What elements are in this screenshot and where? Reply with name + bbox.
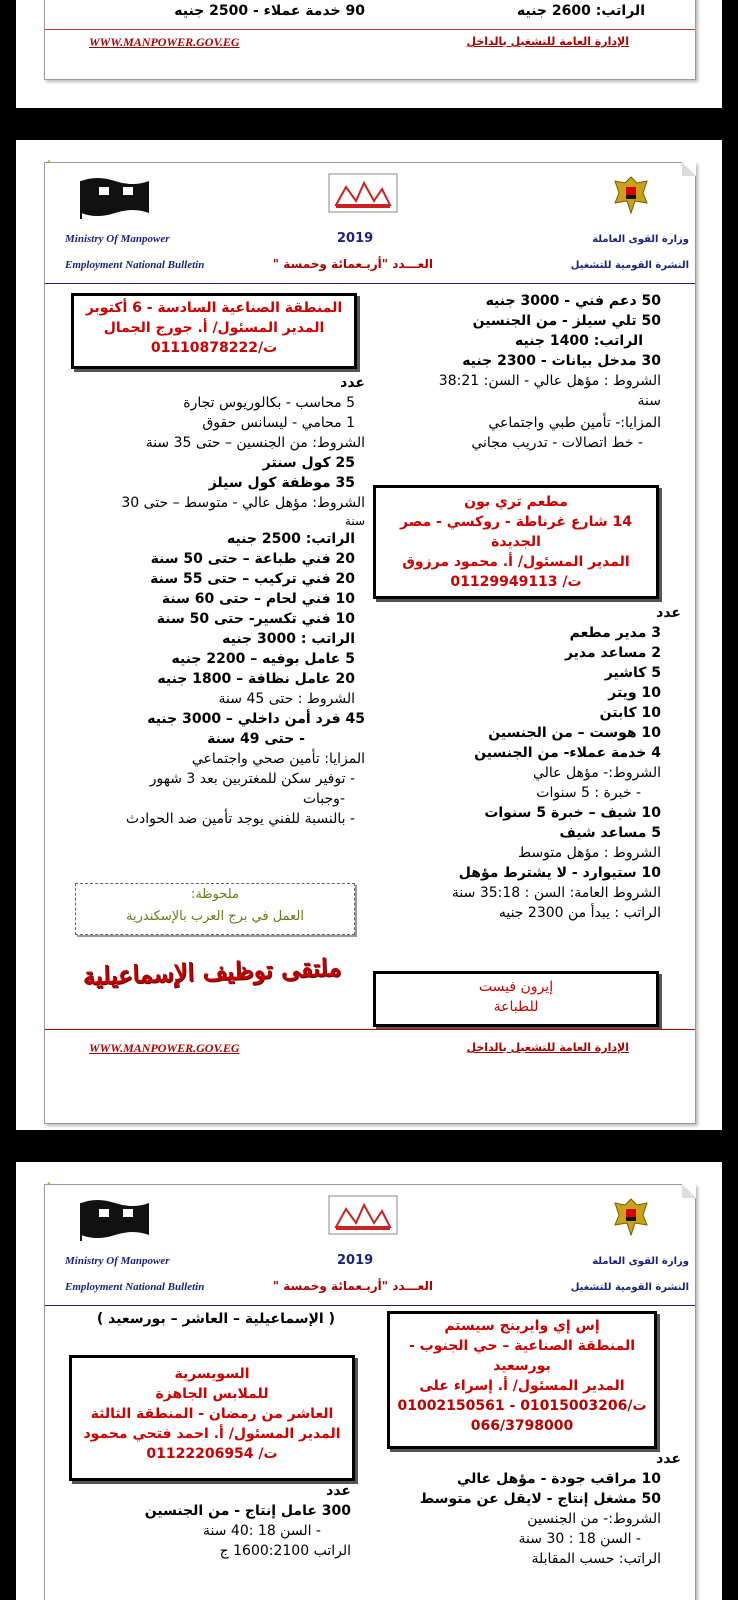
list-item: 5 كاشير bbox=[604, 665, 661, 681]
company-phone[interactable]: ت/01110878222 bbox=[150, 340, 278, 356]
company-box-se-wiring bbox=[387, 1311, 657, 1449]
list-item: الشروط: مؤهل عالي - متوسط – حتى 30 bbox=[121, 495, 365, 511]
list-item: - خط اتصالات - تدريب مجاني bbox=[471, 435, 643, 451]
region-heading: ( الإسماعيلية – العاشر – بورسعيد ) bbox=[96, 1311, 335, 1327]
company-phone[interactable]: ت/ 01122206954 bbox=[146, 1446, 278, 1462]
issue-number: العـــدد "أربـعمائة وخمسة " bbox=[272, 257, 433, 271]
company-box-6-october bbox=[71, 293, 357, 369]
footer-dept: الإدارة العامة للتشغيل بالداخل bbox=[466, 35, 629, 48]
list-item: - حتى 49 سنة bbox=[207, 731, 305, 747]
list-item: - بالنسبة للفني يوجد تأمين ضد الحوادث bbox=[125, 811, 355, 827]
footer-url[interactable]: WWW.MANPOWER.GOV.EG bbox=[89, 35, 240, 49]
list-item: الشروط:- من الجنسين bbox=[527, 1511, 661, 1527]
right-column-bottom bbox=[391, 603, 681, 923]
list-item: 4 خدمة عملاء- من الجنسين bbox=[474, 745, 661, 761]
company-name: إيرون فيست bbox=[478, 979, 554, 995]
ismailia-banner: ملتقى توظيف الإسماعيلية bbox=[82, 952, 342, 991]
company-address: 14 شارع غرناطة - روكسي - مصر bbox=[400, 514, 632, 530]
list-item: 30 مدخل بيانات - 2300 جنيه bbox=[462, 353, 661, 369]
list-item: 25 كول سنتر bbox=[262, 455, 355, 471]
list-item: 300 عامل إنتاج - من الجنسين bbox=[144, 1503, 351, 1519]
eagle-emblem-icon bbox=[611, 173, 651, 217]
list-item: المزايا: تأمين صحي واجتماعي bbox=[191, 751, 365, 767]
count-header: عدد bbox=[656, 605, 681, 621]
list-item: 35 موظفة كول سيلز bbox=[208, 475, 355, 491]
count-header: عدد bbox=[340, 375, 365, 391]
bulletin-ar: النشرة القومية للتشغيل bbox=[570, 1282, 689, 1293]
list-item: 20 فني تركيب – حتى 55 سنة bbox=[150, 571, 355, 587]
list-item: 50 تلي سيلز - من الجنسين bbox=[472, 313, 661, 329]
list-item: 3 مدير مطعم bbox=[569, 625, 661, 641]
company-manager: المدير المسئول/ أ. إسراء على bbox=[419, 1378, 625, 1394]
list-item: 10 فني لحام – حتى 60 سنة bbox=[161, 591, 355, 607]
list-item: 50 دعم فني - 3000 جنيه bbox=[485, 293, 661, 309]
list-item: 10 شيف – خبرة 5 سنوات bbox=[484, 805, 661, 821]
ministry-en: Ministry Of Manpower bbox=[65, 233, 170, 245]
note-title: ملحوظة: bbox=[190, 887, 240, 902]
company-name: مطعم تري بون bbox=[464, 494, 568, 510]
company-manager: المدير المسئول/ أ. جورج الجمال bbox=[103, 320, 325, 336]
bulletin-en: Employment National Bulletin bbox=[65, 259, 205, 271]
list-item: 10 ستيوارد - لا يشترط مؤهل bbox=[458, 865, 661, 881]
list-item: المزايا:- تأمين طبي واجتماعي bbox=[488, 415, 661, 431]
list-item: الراتب 1600:2100 ج bbox=[219, 1543, 351, 1559]
bulletin-en: Employment National Bulletin bbox=[65, 1281, 205, 1293]
page-2 bbox=[16, 140, 722, 1130]
company-activity: للطباعة bbox=[493, 999, 539, 1015]
list-item: 10 ويتر bbox=[608, 685, 661, 701]
list-item: الراتب : 3000 جنيه bbox=[222, 631, 355, 647]
year: 2019 bbox=[337, 231, 374, 246]
list-item: 5 مساعد شيف bbox=[559, 825, 661, 841]
list-item: 45 فرد أمن داخلي – 3000 جنيه bbox=[147, 711, 365, 727]
issue-number: العـــدد "أربـعمائة وخمسة " bbox=[272, 1279, 433, 1293]
list-item: 20 فني طباعة – حتى 50 سنة bbox=[150, 551, 355, 567]
salary-line: الراتب: 2600 جنيه bbox=[517, 3, 645, 19]
list-item: - توفير سكن للمغتربين بعد 3 شهور bbox=[149, 771, 355, 787]
company-box-iron-fist bbox=[373, 971, 659, 1027]
page-3 bbox=[16, 1162, 722, 1600]
list-item: الراتب: 1400 جنيه bbox=[515, 333, 643, 349]
bulletin-logo-icon bbox=[328, 1195, 398, 1235]
company-location: المنطقة الصناعية – حي الجنوب - bbox=[408, 1338, 636, 1354]
year: 2019 bbox=[337, 1253, 374, 1268]
list-item: سنة bbox=[637, 393, 661, 409]
list-item: الشروط : حتى 45 سنة bbox=[218, 691, 355, 707]
flag-logo-icon bbox=[79, 175, 151, 219]
list-item: 20 عامل نظافة – 1800 جنيه bbox=[157, 671, 355, 687]
list-item: الراتب : يبدأ من 2300 جنيه bbox=[498, 905, 661, 921]
right-column-top bbox=[391, 291, 661, 453]
list-item: 10 هوست – من الجنسين bbox=[488, 725, 661, 741]
company-phone[interactable]: ت/01015003206 - 01002150561 bbox=[397, 1398, 647, 1414]
list-item: الشروط : مؤهل متوسط bbox=[518, 845, 661, 861]
company-name: إس إي وايرينج سيستم bbox=[444, 1318, 600, 1334]
left-column bbox=[75, 1481, 351, 1561]
list-item: الشروط : مؤهل عالي - السن: 38:21 bbox=[438, 373, 661, 389]
list-item: - خبرة : 5 سنوات bbox=[536, 785, 641, 801]
ministry-ar: وزارة القوى العاملة bbox=[592, 234, 689, 245]
list-item: الراتب: حسب المقابلة bbox=[531, 1551, 661, 1567]
footer-url[interactable]: WWW.MANPOWER.GOV.EG bbox=[89, 1041, 240, 1055]
right-column bbox=[381, 1449, 681, 1569]
list-item: 10 مراقب جودة - مؤهل عالي bbox=[456, 1471, 661, 1487]
bulletin-ar: النشرة القومية للتشغيل bbox=[570, 260, 689, 271]
company-manager: المدير المسئول/ أ. محمود مرزوق bbox=[402, 554, 630, 570]
list-item: 5 محاسب - بكالوريوس تجارة bbox=[183, 395, 355, 411]
company-phone[interactable]: ت/ 01129949113 bbox=[450, 574, 582, 590]
count-header: عدد bbox=[326, 1483, 351, 1499]
page-3-sheet bbox=[44, 1184, 696, 1600]
list-item: 10 كابتن bbox=[599, 705, 661, 721]
list-item: 2 مساعد مدير bbox=[564, 645, 661, 661]
list-item: 50 مشغل إنتاج - لايقل عن متوسط bbox=[419, 1491, 661, 1507]
footer-dept: الإدارة العامة للتشغيل بالداخل bbox=[466, 1041, 629, 1054]
list-item: الشروط العامة: السن : 35:18 سنة bbox=[451, 885, 661, 901]
ministry-ar: وزارة القوى العاملة bbox=[592, 1256, 689, 1267]
count-header: عدد bbox=[656, 1451, 681, 1467]
eagle-emblem-icon bbox=[611, 1195, 651, 1239]
list-item: سنة bbox=[344, 514, 365, 528]
list-item: 10 فني تكسير- حتى 50 سنة bbox=[156, 611, 355, 627]
company-location: العاشر من رمضان - المنطقة الثالثة bbox=[90, 1406, 334, 1422]
list-item: - السن 18 : 30 سنة bbox=[518, 1531, 641, 1547]
company-box-tree-bone bbox=[373, 485, 659, 599]
list-item: - السن 18 :40 سنة bbox=[202, 1523, 321, 1539]
page-1-sheet bbox=[44, 0, 696, 80]
left-column bbox=[75, 373, 365, 829]
ministry-en: Ministry Of Manpower bbox=[65, 1255, 170, 1267]
company-box-swiss bbox=[69, 1355, 355, 1481]
customer-service-line: 90 خدمة عملاء - 2500 جنيه bbox=[174, 3, 365, 19]
flag-logo-icon bbox=[79, 1197, 151, 1241]
list-item: 5 عامل بوفيه – 2200 جنيه bbox=[171, 651, 355, 667]
company-landline[interactable]: 066/3798000 bbox=[470, 1418, 574, 1434]
list-item: -وجبات bbox=[302, 791, 345, 807]
company-activity: للملابس الجاهزة bbox=[155, 1386, 269, 1402]
page-1-tail bbox=[16, 0, 722, 108]
company-address-2: الجديدة bbox=[491, 534, 541, 550]
list-item: الراتب: 2500 جنيه bbox=[227, 531, 355, 547]
company-location-2: بورسعيد bbox=[493, 1358, 551, 1374]
list-item: الشروط: من الجنسين – حتى 35 سنة bbox=[145, 435, 365, 451]
list-item: 1 محامي - ليسانس حقوق bbox=[202, 415, 355, 431]
list-item: الشروط:- مؤهل عالي bbox=[532, 765, 661, 781]
company-location: المنطقة الصناعية السادسة - 6 أكتوبر bbox=[85, 300, 343, 316]
note-box bbox=[75, 883, 355, 935]
company-name: السويسرية bbox=[174, 1366, 250, 1382]
company-manager: المدير المسئول/ أ. احمد فتحي محمود bbox=[83, 1426, 341, 1442]
note-text: العمل في برج العرب بالإسكندرية bbox=[126, 909, 304, 924]
bulletin-logo-icon bbox=[328, 173, 398, 213]
page-2-sheet bbox=[44, 162, 696, 1124]
